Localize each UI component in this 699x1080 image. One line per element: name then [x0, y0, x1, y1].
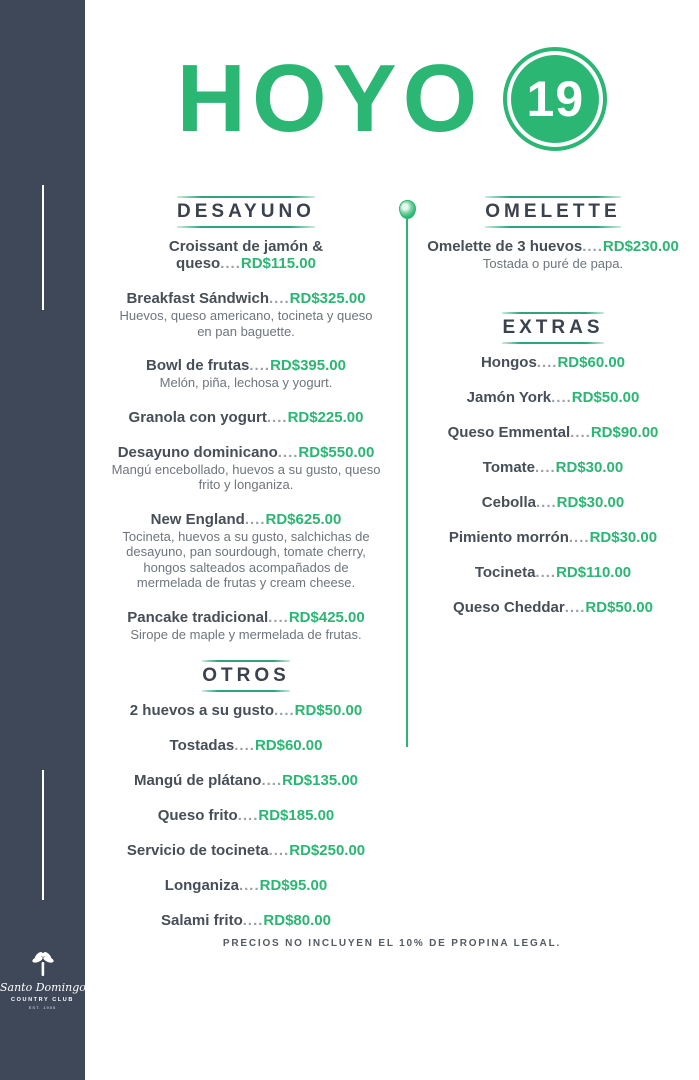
item-name: Mangú de plátano	[133, 772, 262, 789]
item-dots: ....	[269, 290, 290, 307]
item-price: RD$625.00	[265, 510, 342, 528]
sidebar-rule-top	[42, 185, 44, 310]
menu-columns	[85, 196, 699, 947]
item-line	[111, 409, 381, 426]
vertical-menu-label: MENÚ	[79, 362, 114, 707]
item-price: RD$115.00	[240, 255, 316, 272]
item-dots: ....	[535, 563, 557, 581]
menu-item	[111, 737, 381, 754]
menu-item	[422, 564, 684, 581]
item-price: RD$80.00	[263, 912, 331, 929]
item-line	[111, 357, 381, 374]
menu-item	[422, 354, 684, 371]
item-line	[111, 807, 381, 824]
item-dots: ....	[551, 388, 572, 406]
item-price: RD$425.00	[288, 608, 365, 626]
item-price: RD$30.00	[556, 493, 625, 511]
item-line	[422, 494, 684, 511]
menu-item	[111, 702, 381, 719]
menu-item	[422, 389, 684, 406]
item-price: RD$50.00	[294, 702, 363, 719]
section-items	[422, 354, 684, 616]
item-line	[111, 444, 381, 461]
club-established: EST. 1905	[28, 1005, 57, 1010]
item-dots: ....	[564, 598, 586, 616]
item-line	[111, 842, 381, 859]
badge-number: 19	[526, 70, 585, 127]
item-dots: ....	[277, 443, 299, 461]
item-name: Bowl de frutas	[146, 357, 250, 374]
menu-item	[111, 877, 381, 894]
item-dots: ....	[261, 772, 283, 789]
menu-section	[111, 196, 381, 642]
menu-item	[111, 290, 381, 339]
menu-item	[422, 459, 684, 476]
item-line	[422, 354, 684, 371]
item-price: RD$30.00	[589, 528, 658, 546]
section-items	[422, 238, 684, 272]
section-header	[488, 312, 617, 344]
item-line	[111, 912, 381, 929]
brand-title: HOYO	[176, 44, 484, 152]
item-price: RD$110.00	[556, 563, 632, 581]
item-line	[422, 529, 684, 546]
item-name: Queso Emmental	[447, 423, 571, 441]
item-line	[422, 564, 684, 581]
item-price: RD$90.00	[590, 423, 659, 441]
sidebar	[0, 0, 114, 1080]
item-dots: ....	[268, 608, 289, 626]
menu-item	[422, 529, 684, 546]
item-line	[422, 599, 684, 616]
section-title: EXTRAS	[502, 316, 604, 338]
item-name: Desayuno dominicano	[117, 443, 278, 461]
club-subtitle: COUNTRY CLUB	[11, 997, 74, 1003]
item-description: Melón, piña, lechosa y yogurt.	[159, 375, 333, 390]
item-price: RD$550.00	[298, 443, 375, 461]
section-title: DESAYUNO	[177, 201, 315, 222]
section-header	[163, 196, 329, 228]
item-price: RD$225.00	[287, 408, 364, 426]
item-line	[111, 609, 381, 626]
item-price: RD$230.00	[602, 238, 679, 255]
item-name: Croissant de jamón & queso	[168, 238, 324, 272]
menu-item	[111, 238, 381, 272]
club-script-name: Santo Domingo	[0, 981, 86, 994]
item-dots: ....	[237, 807, 259, 824]
menu-item	[111, 772, 381, 789]
item-line	[422, 424, 684, 441]
item-name: Pancake tradicional	[127, 608, 269, 626]
item-name: Breakfast Sándwich	[126, 290, 269, 307]
item-price: RD$50.00	[571, 388, 640, 406]
section-title: OTROS	[202, 665, 290, 686]
item-dots: ....	[268, 842, 290, 859]
menu-item	[111, 842, 381, 859]
item-price: RD$395.00	[270, 357, 346, 374]
menu-item	[111, 511, 381, 591]
item-price: RD$250.00	[289, 842, 366, 859]
item-price: RD$185.00	[258, 807, 335, 824]
section-rule-bottom	[502, 342, 603, 344]
club-logo	[0, 950, 85, 1010]
footer-note: PRECIOS NO INCLUYEN EL 10% DE PROPINA LEGAL.	[222, 938, 562, 949]
item-dots: ....	[535, 493, 557, 511]
section-header	[188, 660, 304, 692]
item-name: Granola con yogurt	[128, 408, 267, 426]
item-name: Jamón York	[466, 388, 552, 406]
item-dots: ....	[238, 877, 260, 894]
palm-tree-icon	[28, 950, 58, 980]
section-items	[111, 238, 381, 642]
item-name: Hongos	[480, 353, 537, 371]
section-rule-bottom	[202, 690, 290, 692]
item-description: Tostada o puré de papa.	[482, 256, 624, 271]
item-description: Sirope de maple y mermelada de frutas.	[130, 626, 362, 642]
menu-item	[111, 357, 381, 391]
item-dots: ....	[220, 255, 241, 272]
item-name: Pimiento morrón	[448, 528, 569, 546]
section-header	[471, 196, 634, 228]
item-dots: ....	[242, 912, 264, 929]
item-price: RD$135.00	[282, 772, 359, 789]
hole-19-badge	[503, 47, 607, 151]
hole-19-badge-inner	[511, 55, 599, 143]
item-dots: ....	[536, 353, 558, 371]
brand-header	[85, 36, 699, 161]
menu-item	[422, 494, 684, 511]
item-line	[111, 511, 381, 528]
section-rule-bottom	[485, 226, 620, 228]
item-price: RD$50.00	[585, 598, 653, 616]
item-line	[111, 737, 381, 754]
section-rule-bottom	[177, 226, 315, 228]
item-line	[111, 290, 381, 307]
menu-item	[111, 912, 381, 929]
item-dots: ....	[582, 238, 603, 255]
item-line	[422, 389, 684, 406]
item-price: RD$95.00	[259, 877, 328, 894]
menu-item	[111, 444, 381, 493]
item-name: 2 huevos a su gusto	[129, 702, 274, 719]
item-name: Longaniza	[164, 877, 239, 894]
item-dots: ....	[570, 423, 591, 441]
item-line	[111, 772, 381, 789]
item-dots: ....	[249, 357, 271, 374]
menu-item	[111, 409, 381, 426]
menu-column-right	[407, 196, 699, 634]
item-line	[111, 238, 381, 272]
menu-section	[111, 660, 381, 929]
menu-item	[111, 807, 381, 824]
menu-column-left	[85, 196, 407, 947]
section-title: OMELETTE	[485, 201, 621, 222]
item-price: RD$60.00	[254, 737, 323, 754]
item-dots: ....	[273, 702, 295, 719]
menu-section	[422, 196, 684, 272]
menu-item	[422, 599, 684, 616]
item-description: Huevos, queso americano, tocineta y queso en pan baguette.	[119, 308, 373, 339]
item-name: Cebolla	[481, 493, 536, 511]
item-name: Salami frito	[161, 912, 243, 929]
item-name: Tomate	[482, 458, 535, 476]
item-line	[422, 459, 684, 476]
item-dots: ....	[266, 408, 288, 426]
item-name: Tocineta	[474, 563, 536, 581]
item-name: Queso frito	[157, 807, 238, 824]
item-dots: ....	[234, 737, 255, 754]
item-description: Tocineta, huevos a su gusto, salchichas de desayuno, pan sourdough, tomate cherry, hongos salteados acompañados de mermelada de frutas y cream cheese.	[122, 528, 370, 590]
menu-item	[422, 238, 684, 272]
item-name: Omelette de 3 huevos	[427, 238, 583, 255]
item-line	[111, 877, 381, 894]
section-items	[111, 702, 381, 929]
item-line	[111, 702, 381, 719]
item-price: RD$325.00	[289, 290, 366, 307]
item-description: Mangú encebollado, huevos a su gusto, queso frito y longaniza.	[111, 461, 381, 492]
item-dots: ....	[244, 510, 266, 528]
menu-item	[111, 609, 381, 643]
item-line	[422, 238, 684, 255]
menu-item	[422, 424, 684, 441]
item-dots: ....	[535, 458, 556, 476]
item-price: RD$60.00	[557, 353, 626, 371]
item-name: New England	[150, 510, 245, 528]
menu-section	[422, 312, 684, 616]
item-dots: ....	[568, 528, 590, 546]
item-price: RD$30.00	[555, 458, 624, 476]
item-name: Servicio de tocineta	[126, 842, 269, 859]
item-name: Tostadas	[169, 737, 235, 754]
sidebar-rule-bottom	[42, 770, 44, 900]
item-name: Queso Cheddar	[453, 598, 565, 616]
